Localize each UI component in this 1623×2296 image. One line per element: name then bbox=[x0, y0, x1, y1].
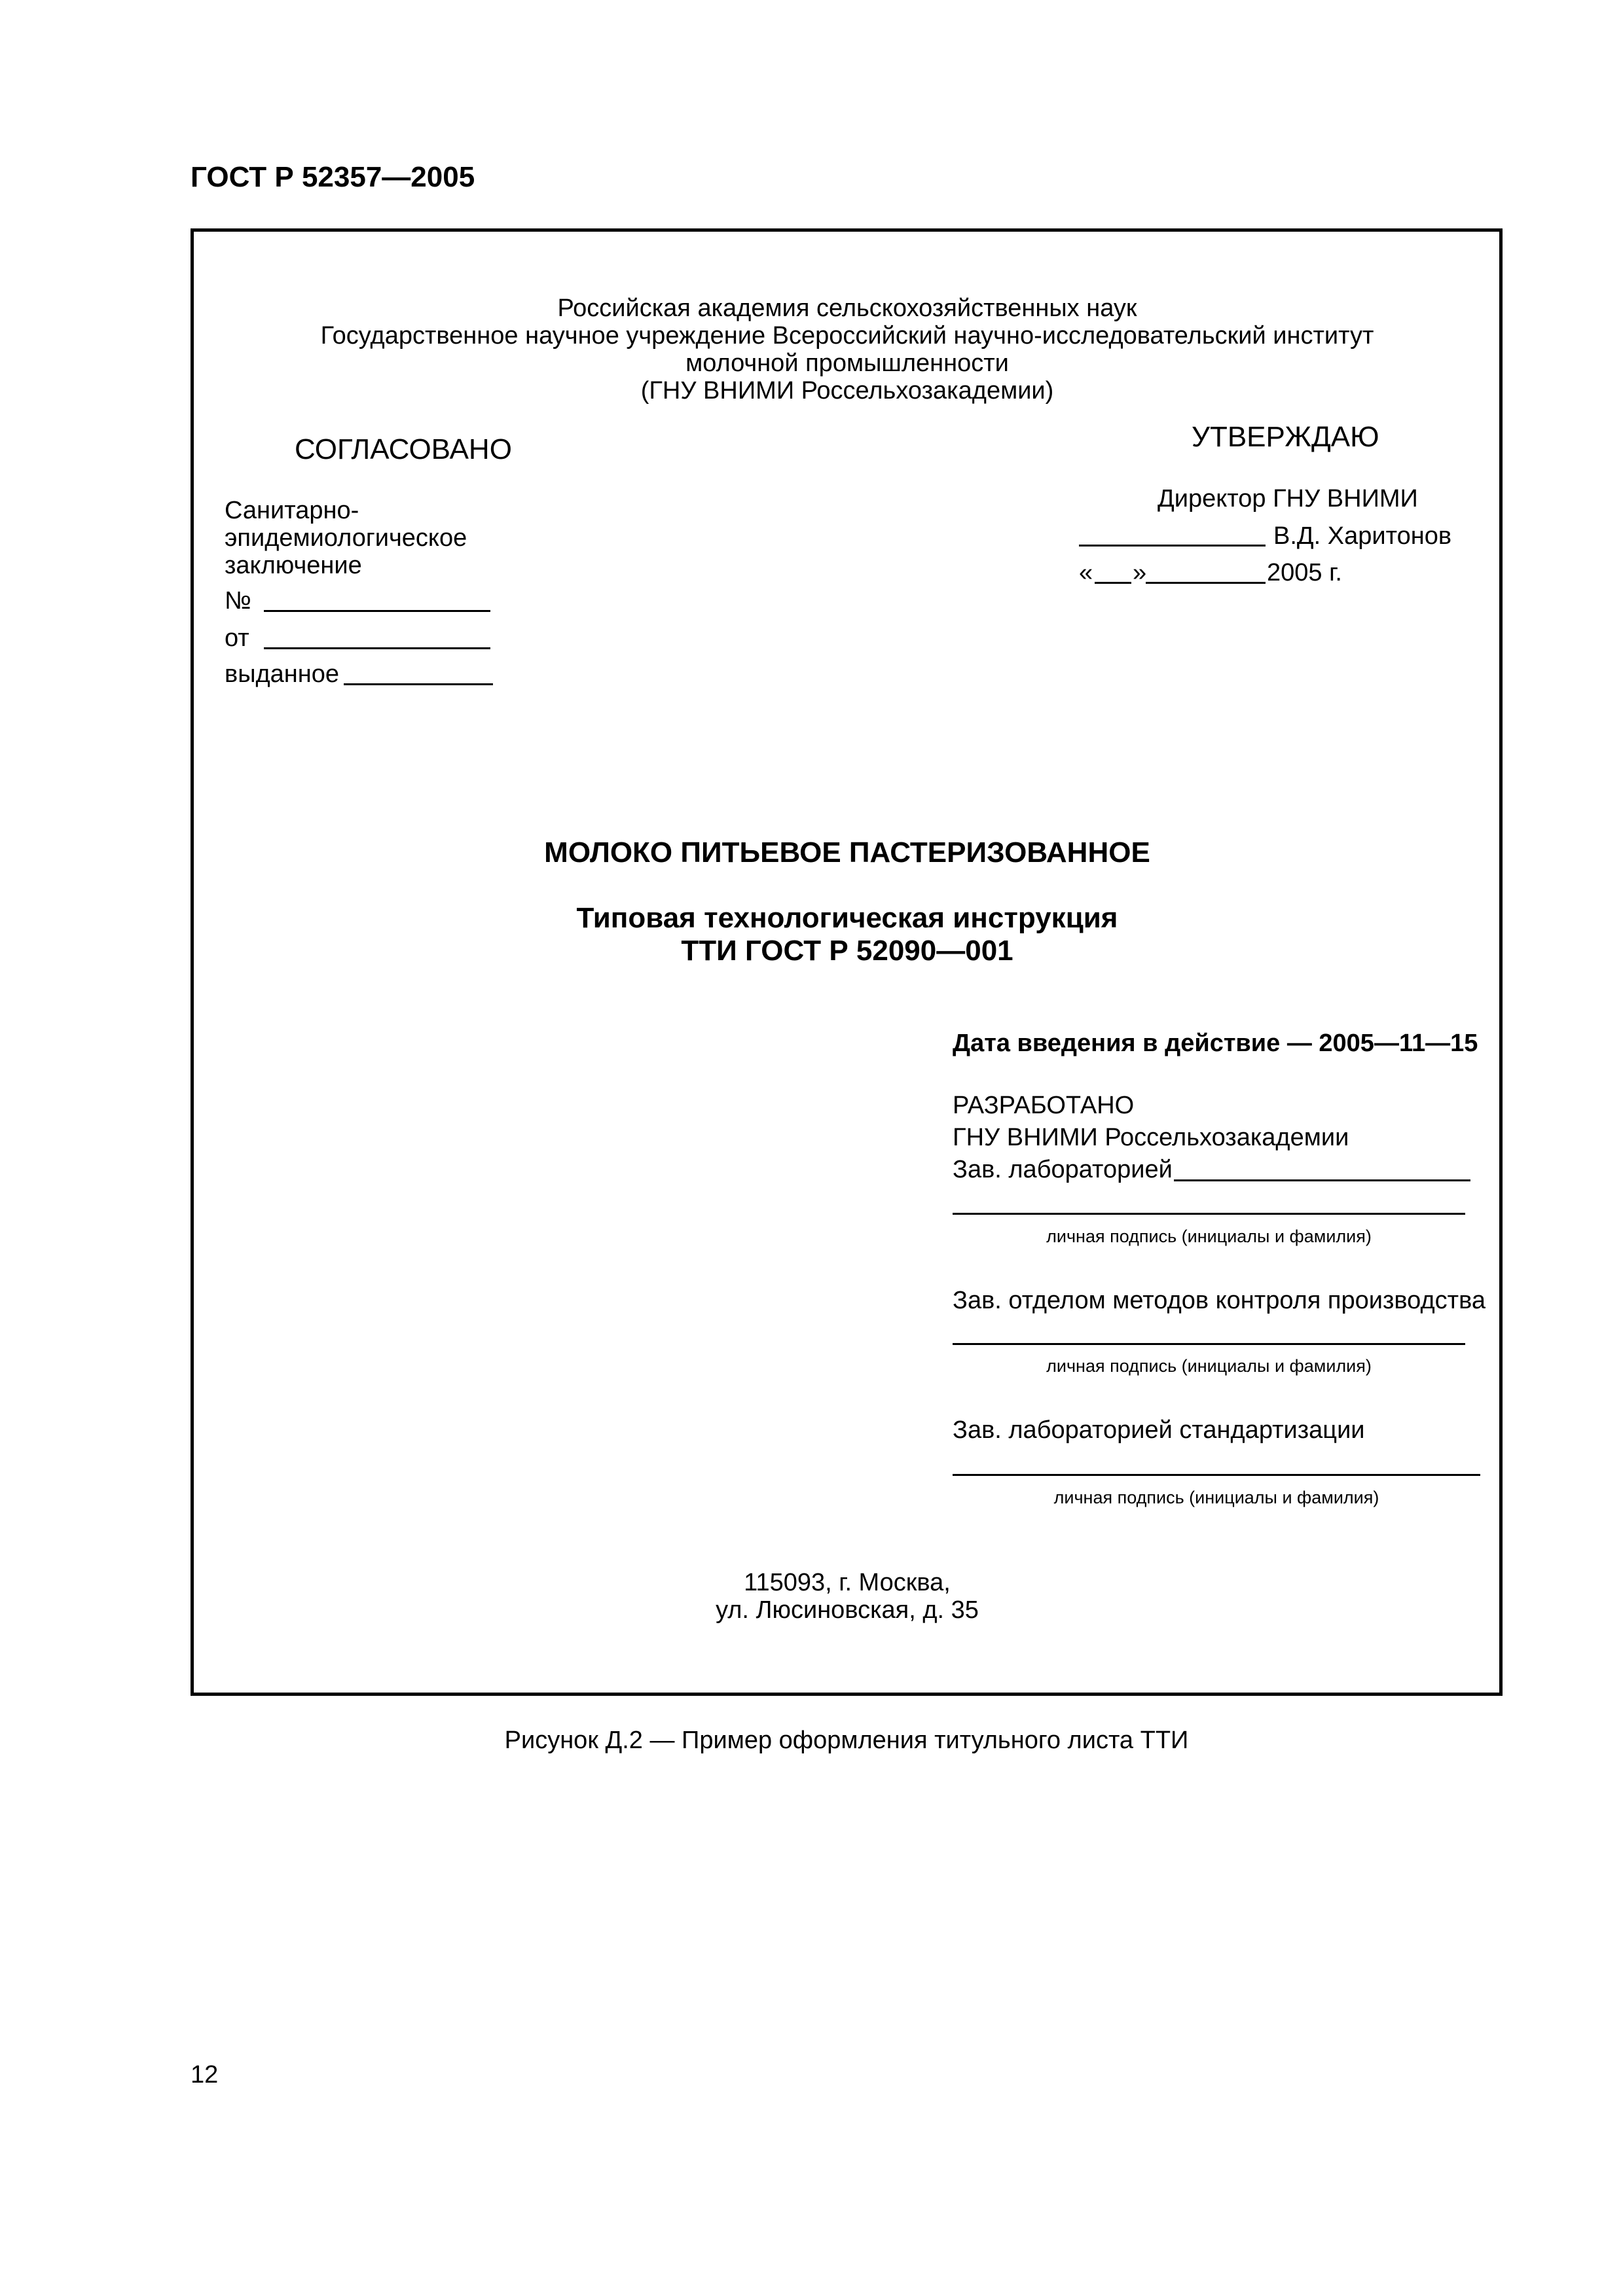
document-type: Типовая технологическая инструкция bbox=[576, 902, 1118, 934]
agreed-line-3: заключение bbox=[225, 552, 362, 579]
lab-head-blank-line bbox=[1174, 1179, 1470, 1181]
document-code: ТТИ ГОСТ Р 52090—001 bbox=[681, 935, 1013, 967]
org-line-3: молочной промышленности bbox=[685, 350, 1009, 377]
date-close-quote: » bbox=[1133, 559, 1147, 586]
from-blank-line bbox=[264, 647, 490, 649]
from-label: от bbox=[225, 624, 249, 652]
signature-caption-3: личная подпись (инициалы и фамилия) bbox=[1053, 1488, 1379, 1507]
number-blank-line bbox=[264, 610, 490, 612]
developed-org: ГНУ ВНИМИ Россельхозакадемии bbox=[953, 1124, 1349, 1151]
issued-blank-line bbox=[344, 683, 493, 685]
agreed-line-2: эпидемиологическое bbox=[225, 524, 467, 552]
developed-heading: РАЗРАБОТАНО bbox=[953, 1092, 1135, 1119]
agreed-heading: СОГЛАСОВАНО bbox=[295, 433, 512, 465]
date-day-blank bbox=[1095, 582, 1131, 584]
issued-label: выданное bbox=[225, 660, 340, 688]
figure-caption: Рисунок Д.2 — Пример оформления титульного листа ТТИ bbox=[504, 1727, 1189, 1754]
approved-name: В.Д. Харитонов bbox=[1273, 522, 1452, 550]
document-title: МОЛОКО ПИТЬЕВОЕ ПАСТЕРИЗОВАННОЕ bbox=[544, 836, 1150, 869]
standards-lab-signature-line bbox=[953, 1474, 1480, 1476]
lab-head-label: Зав. лабораторией bbox=[953, 1156, 1173, 1183]
org-line-4: (ГНУ ВНИМИ Россельхозакадемии) bbox=[640, 377, 1054, 404]
date-open-quote: « bbox=[1079, 559, 1093, 586]
standards-lab-head-label: Зав. лабораторией стандартизации bbox=[953, 1416, 1365, 1444]
address-line-1: 115093, г. Москва, bbox=[744, 1569, 951, 1596]
org-line-1: Российская академия сельскохозяйственных наук bbox=[557, 295, 1137, 322]
address-line-2: ул. Люсиновская, д. 35 bbox=[716, 1596, 979, 1624]
page-number: 12 bbox=[191, 2061, 219, 2089]
approved-position: Директор ГНУ ВНИМИ bbox=[1158, 485, 1418, 512]
agreed-line-1: Санитарно- bbox=[225, 497, 359, 524]
org-line-2: Государственное научное учреждение Всероссийский научно-исследовательский институт bbox=[320, 322, 1374, 350]
dept-head-label: Зав. отделом методов контроля производства bbox=[953, 1287, 1486, 1314]
approved-heading: УТВЕРЖДАЮ bbox=[1192, 421, 1379, 453]
director-signature-line bbox=[1079, 545, 1266, 547]
signature-caption-2: личная подпись (инициалы и фамилия) bbox=[1046, 1356, 1372, 1376]
date-year: 2005 г. bbox=[1267, 559, 1342, 586]
signature-caption-1: личная подпись (инициалы и фамилия) bbox=[1046, 1227, 1372, 1246]
dept-head-signature-line bbox=[953, 1343, 1465, 1345]
document-header: ГОСТ Р 52357—2005 bbox=[191, 161, 475, 193]
number-label: № bbox=[225, 587, 251, 615]
lab-head-signature-line bbox=[953, 1213, 1465, 1215]
effective-date: Дата введения в действие — 2005—11—15 bbox=[953, 1030, 1478, 1057]
date-month-blank bbox=[1146, 582, 1266, 584]
